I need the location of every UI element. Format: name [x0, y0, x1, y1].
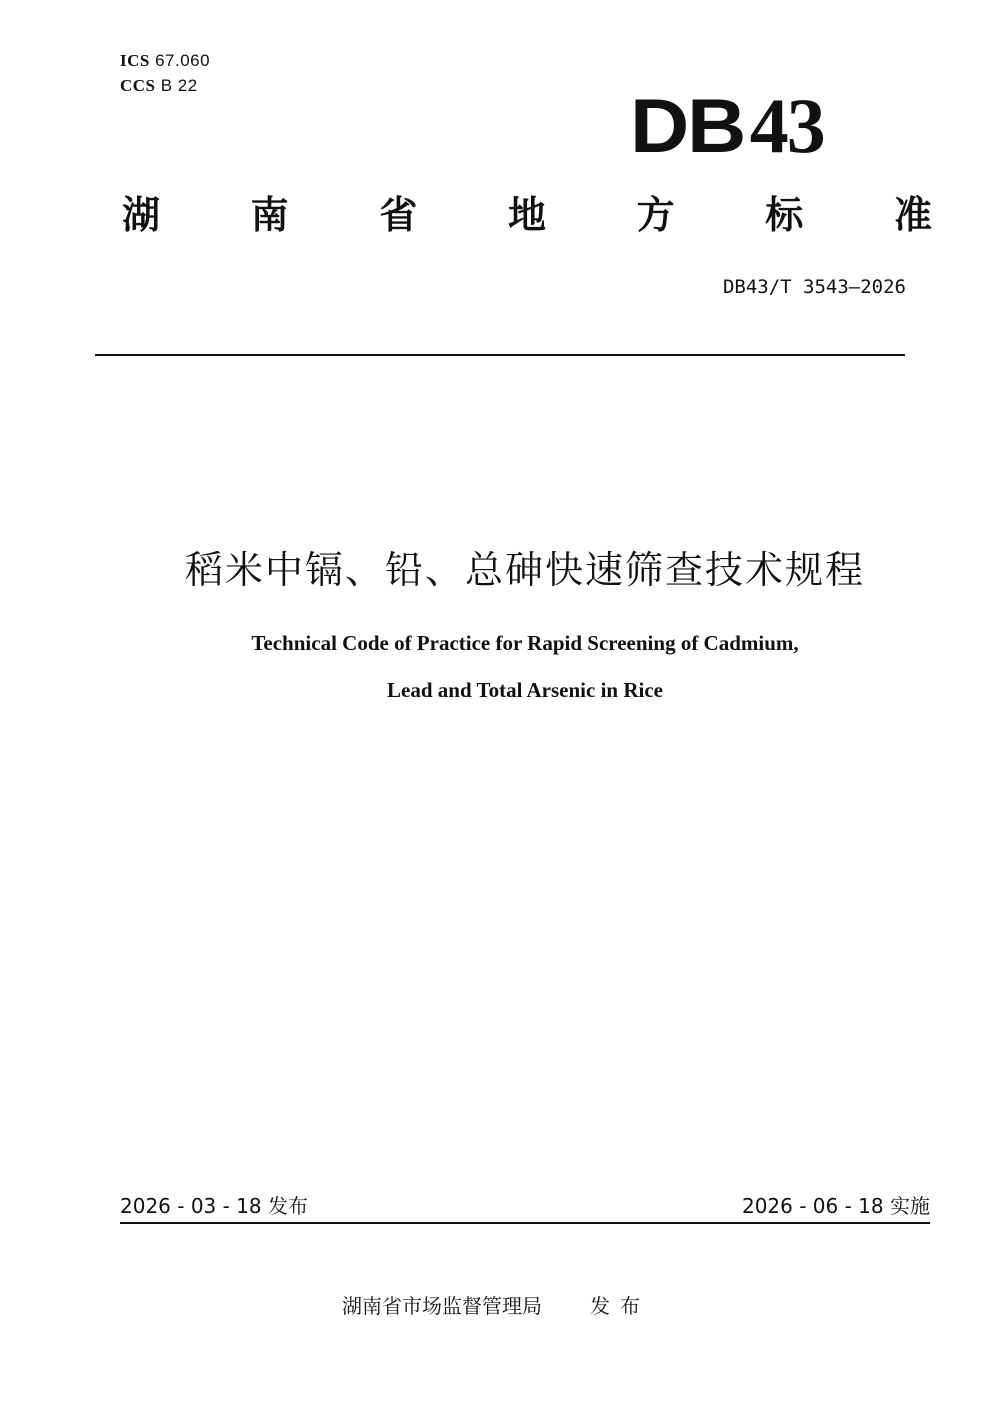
standard-type-char: 标	[765, 193, 804, 237]
standard-type-char: 地	[507, 193, 546, 237]
standard-type-char: 省	[379, 193, 418, 237]
issuing-authority: 湖南省市场监督管理局	[342, 1294, 542, 1318]
standard-type-char: 准	[893, 193, 932, 237]
db43-logo	[630, 82, 824, 169]
ics-code: ICS 67.060	[120, 51, 211, 70]
classification-codes	[120, 48, 210, 98]
issue-date: 2026 - 03 - 18 发布	[120, 1194, 309, 1218]
document-title-english-line2: Lead and Total Arsenic in Rice	[387, 678, 663, 702]
standard-type-heading	[122, 190, 932, 240]
issuer-line	[342, 1292, 650, 1320]
logo-code: 43	[749, 82, 824, 169]
document-title-chinese: 稻米中镉、铅、总砷快速筛查技术规程	[184, 548, 865, 592]
document-title-english-line1: Technical Code of Practice for Rapid Screening of Cadmium,	[251, 631, 799, 655]
standard-type-char: 湖	[122, 193, 161, 237]
standard-type-char: 方	[636, 193, 675, 237]
implementation-date: 2026 - 06 - 18 实施	[741, 1194, 930, 1218]
ccs-code: CCS B 22	[120, 76, 198, 95]
top-divider	[95, 354, 905, 356]
logo-prefix: DB	[630, 84, 745, 169]
standard-type-char: 南	[250, 193, 289, 237]
standard-number: DB43/T 3543—2026	[722, 276, 906, 298]
bottom-divider	[120, 1222, 930, 1224]
issue-action: 发布	[590, 1294, 650, 1318]
